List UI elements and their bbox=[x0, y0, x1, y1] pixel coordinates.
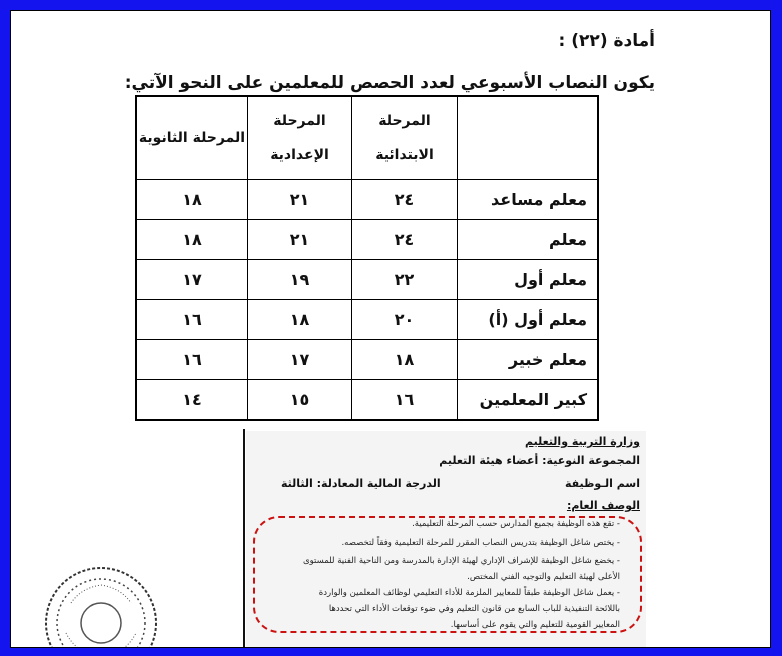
secondary-cell: ١٨ bbox=[136, 180, 248, 220]
preparatory-cell: ٢١ bbox=[248, 220, 352, 260]
teaching-load-table bbox=[135, 95, 599, 421]
preparatory-cell: ٢١ bbox=[248, 180, 352, 220]
intro-sentence: يكون النصاب الأسبوعي لعدد الحصص للمعلمين على النحو الآتي: bbox=[124, 73, 655, 93]
header-secondary: المرحلة الثانوية bbox=[136, 96, 248, 180]
preparatory-cell: ١٨ bbox=[248, 300, 352, 340]
role-cell: معلم bbox=[458, 220, 599, 260]
table-extension-line bbox=[243, 429, 245, 647]
role-cell: معلم أول (أ) bbox=[458, 300, 599, 340]
secondary-cell: ١٧ bbox=[136, 260, 248, 300]
ministry-heading: وزارة التربية والتعليم bbox=[525, 435, 640, 448]
table-row bbox=[136, 380, 598, 421]
role-cell: معلم خبير bbox=[458, 340, 599, 380]
table-row bbox=[136, 260, 598, 300]
primary-cell: ٢٢ bbox=[352, 260, 458, 300]
primary-cell: ٢٤ bbox=[352, 220, 458, 260]
table-row bbox=[136, 340, 598, 380]
bullet-text: الأعلى لهيئة التعليم والتوجيه الفني المختص. bbox=[467, 572, 620, 582]
official-stamp-icon bbox=[41, 563, 161, 648]
secondary-cell: ١٦ bbox=[136, 300, 248, 340]
role-cell: معلم أول bbox=[458, 260, 599, 300]
grade-line: الدرجة المالية المعادلة: الثالثة bbox=[281, 477, 441, 490]
preparatory-cell: ١٧ bbox=[248, 340, 352, 380]
bullet-text: باللائحة التنفيذية للباب السابع من قانون التعليم وفي ضوء توقعات الأداء التي تحددها bbox=[328, 604, 620, 614]
header-preparatory: المرحلة الإعدادية bbox=[248, 96, 352, 180]
preparatory-cell: ١٥ bbox=[248, 380, 352, 421]
bullet-text: المعايير القومية للتعليم والتي يقوم على أساسها. bbox=[450, 620, 620, 630]
role-cell: كبير المعلمين bbox=[458, 380, 599, 421]
preparatory-cell: ١٩ bbox=[248, 260, 352, 300]
secondary-cell: ١٤ bbox=[136, 380, 248, 421]
job-name-label: اسم الـوظيفة bbox=[564, 477, 640, 490]
group-line: المجموعة النوعية: أعضاء هيئة التعليم bbox=[439, 454, 640, 467]
primary-cell: ٢٤ bbox=[352, 180, 458, 220]
primary-cell: ١٦ bbox=[352, 380, 458, 421]
document-page bbox=[10, 10, 771, 648]
table-row bbox=[136, 300, 598, 340]
role-cell: معلم مساعد bbox=[458, 180, 599, 220]
general-description-heading: الوصف العام: bbox=[566, 499, 640, 512]
table-row bbox=[136, 220, 598, 260]
bullet-text: - يخضع شاغل الوظيفة للإشراف الإداري لهيئة الإدارة بالمدرسة ومن الناحية الفنية للمستوى bbox=[303, 556, 620, 566]
table-header-row bbox=[136, 96, 598, 180]
header-primary: المرحلة الابتدائية bbox=[352, 96, 458, 180]
primary-cell: ٢٠ bbox=[352, 300, 458, 340]
primary-cell: ١٨ bbox=[352, 340, 458, 380]
bullet-text: - يعمل شاغل الوظيفة طبقاً للمعايير الملزمة للأداء التعليمي لوظائف المعلمين والواردة bbox=[318, 588, 620, 598]
bullet-text: - تقع هذه الوظيفة بجميع المدارس حسب المرحلة التعليمية. bbox=[412, 519, 620, 529]
header-role bbox=[458, 96, 599, 180]
table-row bbox=[136, 180, 598, 220]
secondary-cell: ١٦ bbox=[136, 340, 248, 380]
secondary-cell: ١٨ bbox=[136, 220, 248, 260]
bullet-text: - يختص شاغل الوظيفة بتدريس النصاب المقرر للمرحلة التعليمية وفقاً لتخصصه. bbox=[341, 538, 620, 548]
article-title: أمادة (٢٢) : bbox=[558, 31, 655, 51]
